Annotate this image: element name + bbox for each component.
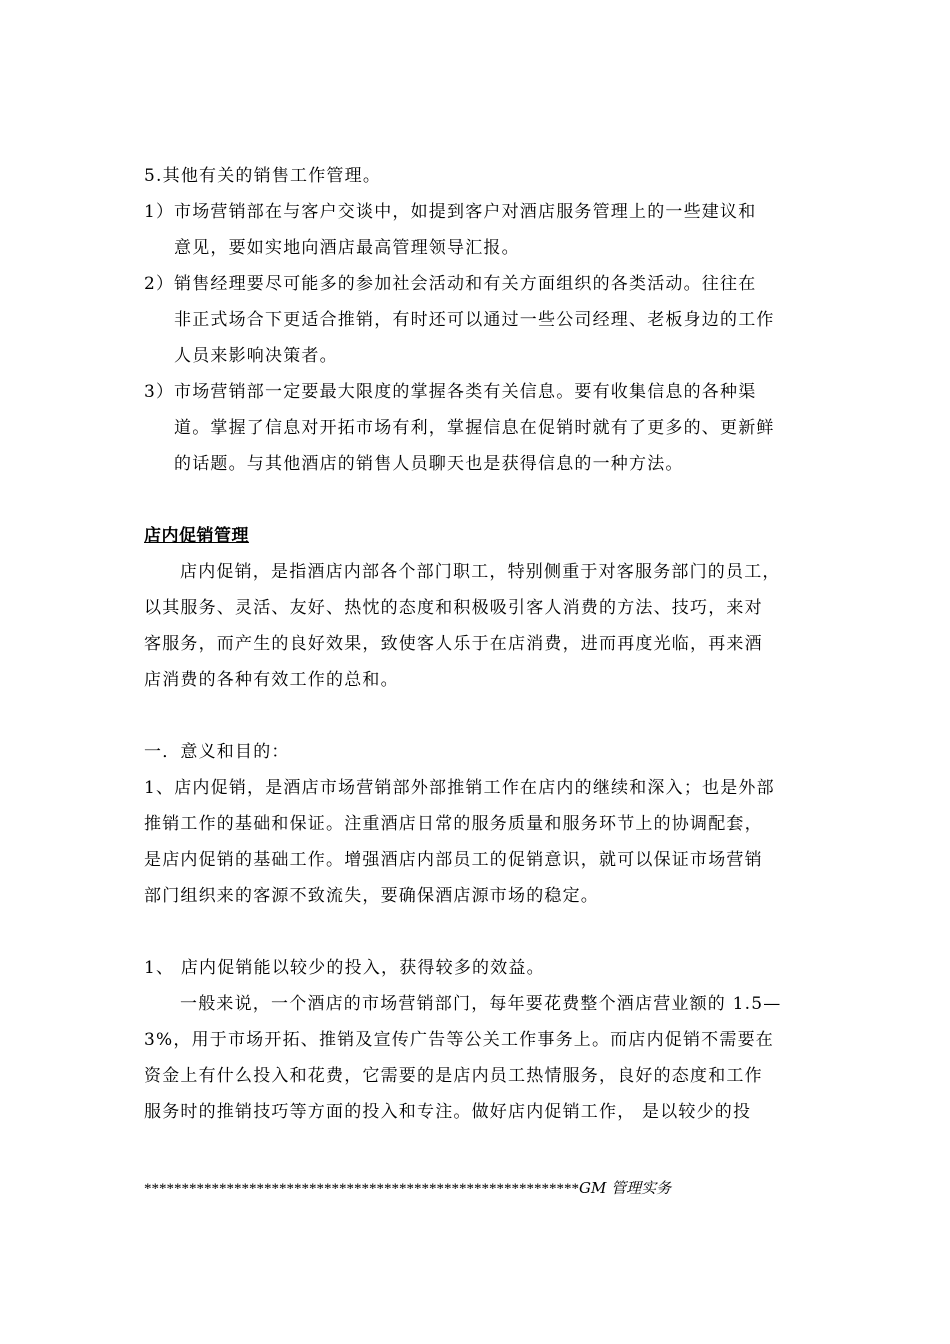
list-item-2 <box>144 266 824 374</box>
paragraph-line: 是店内促销的基础工作。增强酒店内部员工的促销意识，就可以保证市场营销 <box>144 850 763 870</box>
paragraph-line: 推销工作的基础和保证。注重酒店日常的服务质量和服务环节上的协调配套， <box>144 814 763 834</box>
list-text-line: 道。掌握了信息对开拓市场有利，掌握信息在促销时就有了更多的、更新鲜 <box>174 418 775 438</box>
list-number: 3） <box>144 382 175 402</box>
spacer <box>144 914 824 950</box>
list-item-3 <box>144 374 824 482</box>
document-body <box>144 158 824 1130</box>
list-text-line: 市场营销部在与客户交谈中，如提到客户对酒店服务管理上的一些建议和 <box>174 202 757 222</box>
list-number: 1） <box>144 202 175 222</box>
list-text-line: 非正式场合下更适合推销，有时还可以通过一些公司经理、老板身边的工作 <box>174 310 775 330</box>
list-text-line: 人员来影响决策者。 <box>174 346 338 366</box>
footer-brand: GM 管理实务 <box>579 1179 672 1197</box>
paragraph-line: 3%，用于市场开拓、推销及宣传广告等公关工作事务上。而店内促销不需要在 <box>144 1030 774 1050</box>
footer-divider-stars: ********************************************************** <box>144 1181 579 1197</box>
list-text-line: 意见，要如实地向酒店最高管理领导汇报。 <box>174 238 520 258</box>
list-item-1 <box>144 194 824 266</box>
list-text-line: 市场营销部一定要最大限度的掌握各类有关信息。要有收集信息的各种渠 <box>174 382 757 402</box>
page-footer <box>144 1176 824 1201</box>
intro-line: 店内促销，是指酒店内部各个部门职工，特别侧重于对客服务部门的员工， <box>180 562 781 582</box>
intro-line: 店消费的各种有效工作的总和。 <box>144 670 399 690</box>
list-text-line: 销售经理要尽可能多的参加社会活动和有关方面组织的各类活动。往往在 <box>174 274 757 294</box>
paragraph-line: 1、店内促销，是酒店市场营销部外部推销工作在店内的继续和深入；也是外部 <box>144 778 775 798</box>
point-heading: 1、 店内促销能以较少的投入，获得较多的效益。 <box>144 958 545 978</box>
spacer <box>144 482 824 518</box>
section-heading-5: 5.其他有关的销售工作管理。 <box>144 166 382 186</box>
intro-line: 以其服务、灵活、友好、热忱的态度和积极吸引客人消费的方法、技巧，来对 <box>144 598 763 618</box>
subheading: 一．意义和目的： <box>144 742 290 762</box>
paragraph-line: 一般来说，一个酒店的市场营销部门，每年要花费整个酒店营业额的 1.5— <box>180 994 782 1014</box>
section-title: 店内促销管理 <box>144 526 249 546</box>
paragraph-line: 资金上有什么投入和花费，它需要的是店内员工热情服务，良好的态度和工作 <box>144 1066 763 1086</box>
paragraph-line: 部门组织来的客源不致流失，要确保酒店源市场的稳定。 <box>144 886 599 906</box>
intro-line: 客服务，而产生的良好效果，致使客人乐于在店消费，进而再度光临，再来酒 <box>144 634 763 654</box>
list-number: 2） <box>144 274 175 294</box>
spacer <box>144 698 824 734</box>
paragraph-line: 服务时的推销技巧等方面的投入和专注。做好店内促销工作， 是以较少的投 <box>144 1102 752 1122</box>
list-text-line: 的话题。与其他酒店的销售人员聊天也是获得信息的一种方法。 <box>174 454 684 474</box>
